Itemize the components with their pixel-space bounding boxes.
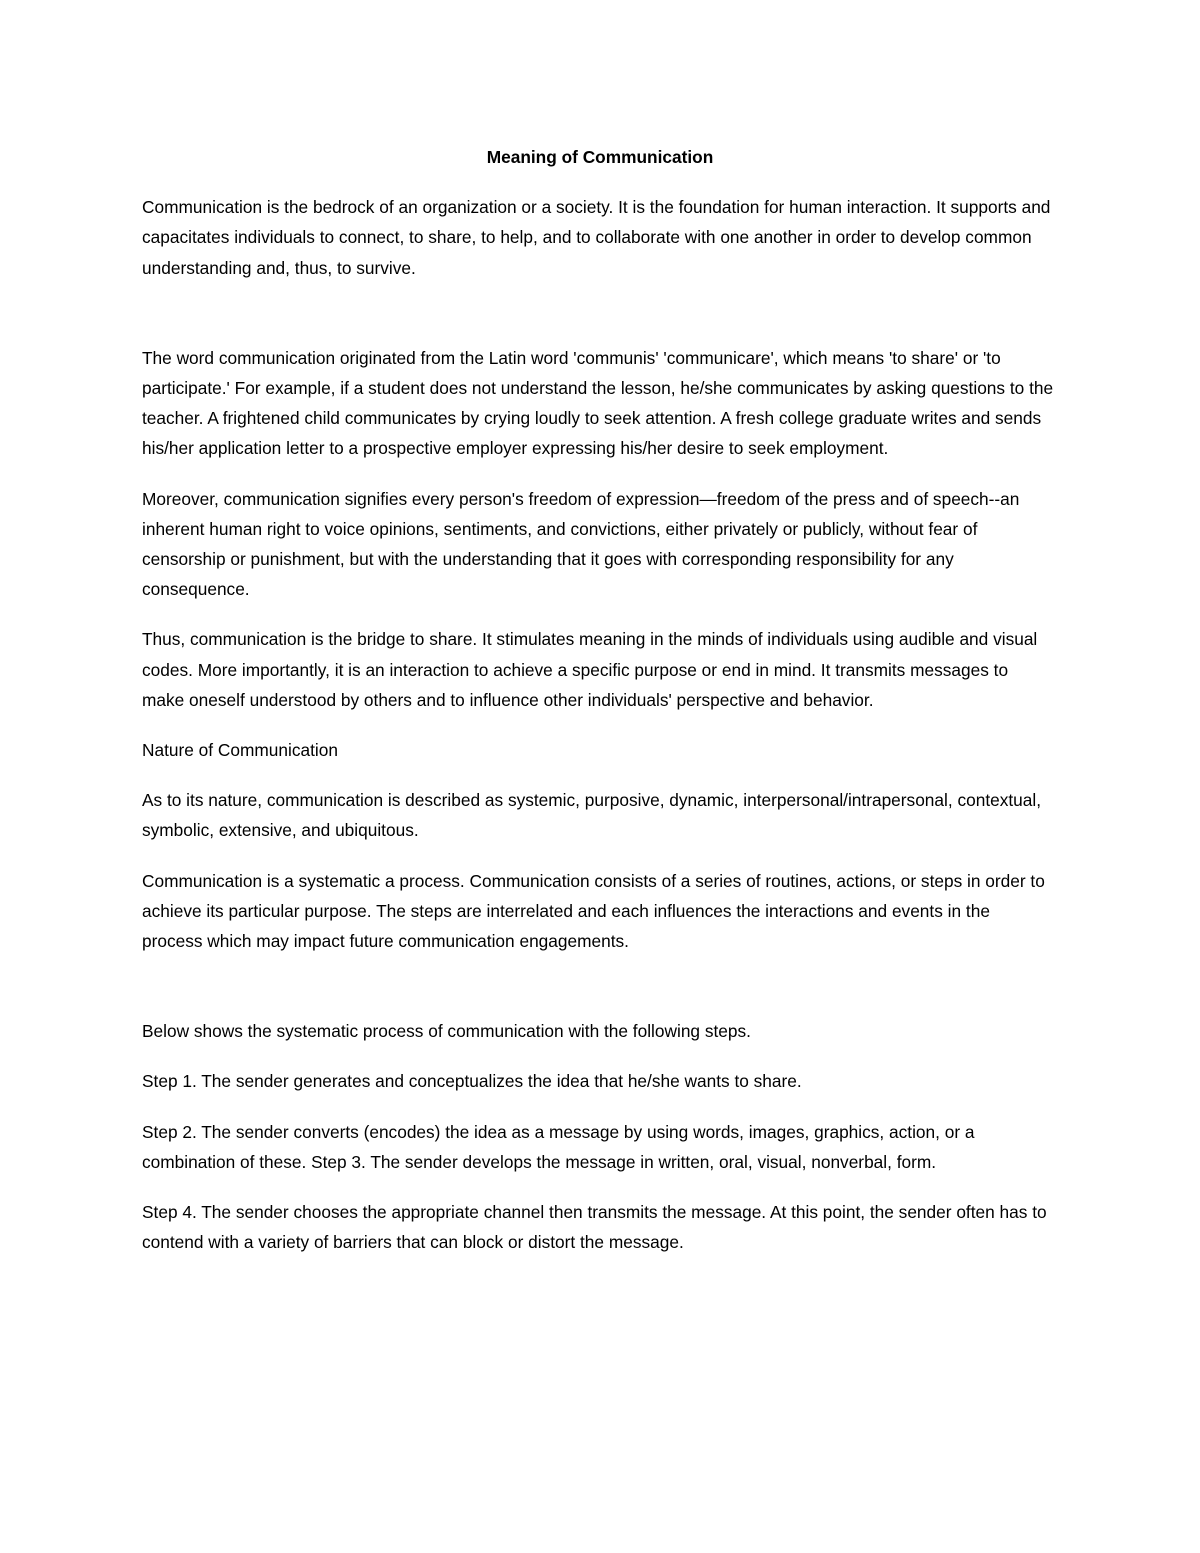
page-title: Meaning of Communication [486,147,714,167]
blank-gap [142,303,1055,343]
paragraph-freedom: Moreover, communication signifies every person's freedom of expression—freedom of the press and of speech--an inherent human right to voice opinions, sentiments, and convictions, either privately or publicly, without fear of censorship or punishment, but with the understanding that it goes with corresponding responsibility for any consequence. [142,488,1020,600]
paragraph-systematic: Communication is a systematic a process. Communication consists of a series of routines, actions, or steps in order to achieve its particular purpose. The steps are interrelated and each influences the interactions and events in the process which may impact future communication engagements. [142,870,1045,952]
paragraph-intro: Communication is the bedrock of an organization or a society. It is the foundation for human interaction. It supports and capacitates individuals to connect, to share, to help, and to collaborate with one another in order to develop common understanding and, thus, to survive. [142,197,1051,278]
paragraph-step-1: Step 1. The sender generates and conceptualizes the idea that he/she wants to share. [142,1071,802,1092]
paragraph-bridge: Thus, communication is the bridge to share. It stimulates meaning in the minds of individuals using audible and visual codes. More importantly, it is an interaction to achieve a specific purpose or end in mind. It transmits messages to make oneself understood by others and to influence other individuals' perspective and behavior. [142,629,1038,710]
paragraph-step-2-3: Step 2. The sender converts (encodes) the idea as a message by using words, images, graphics, action, or a combination of these. Step 3. The sender develops the message in written, oral, visual, nonverbal, form. [142,1121,975,1172]
paragraph-etymology: The word communication originated from the Latin word 'communis' 'communicare', which means 'to share' or 'to participate.' For example, if a student does not understand the lesson, he/she communicates by asking questions to the teacher. A frightened child communicates by crying loudly to seek attention. A fresh college graduate writes and sends his/her application letter to a prospective employer expressing his/her desire to seek employment. [142,347,1054,459]
paragraph-step-4: Step 4. The sender chooses the appropriate channel then transmits the message. At this point, the sender often has to contend with a variety of barriers that can block or distort the message. [142,1202,1047,1253]
section-heading-nature: Nature of Communication [142,740,338,761]
paragraph-steps-intro: Below shows the systematic process of communication with the following steps. [142,1021,751,1042]
paragraph-nature: As to its nature, communication is described as systemic, purposive, dynamic, interpersonal/intrapersonal, contextual, symbolic, extensive, and ubiquitous. [142,790,1042,841]
blank-gap [142,976,1055,1016]
